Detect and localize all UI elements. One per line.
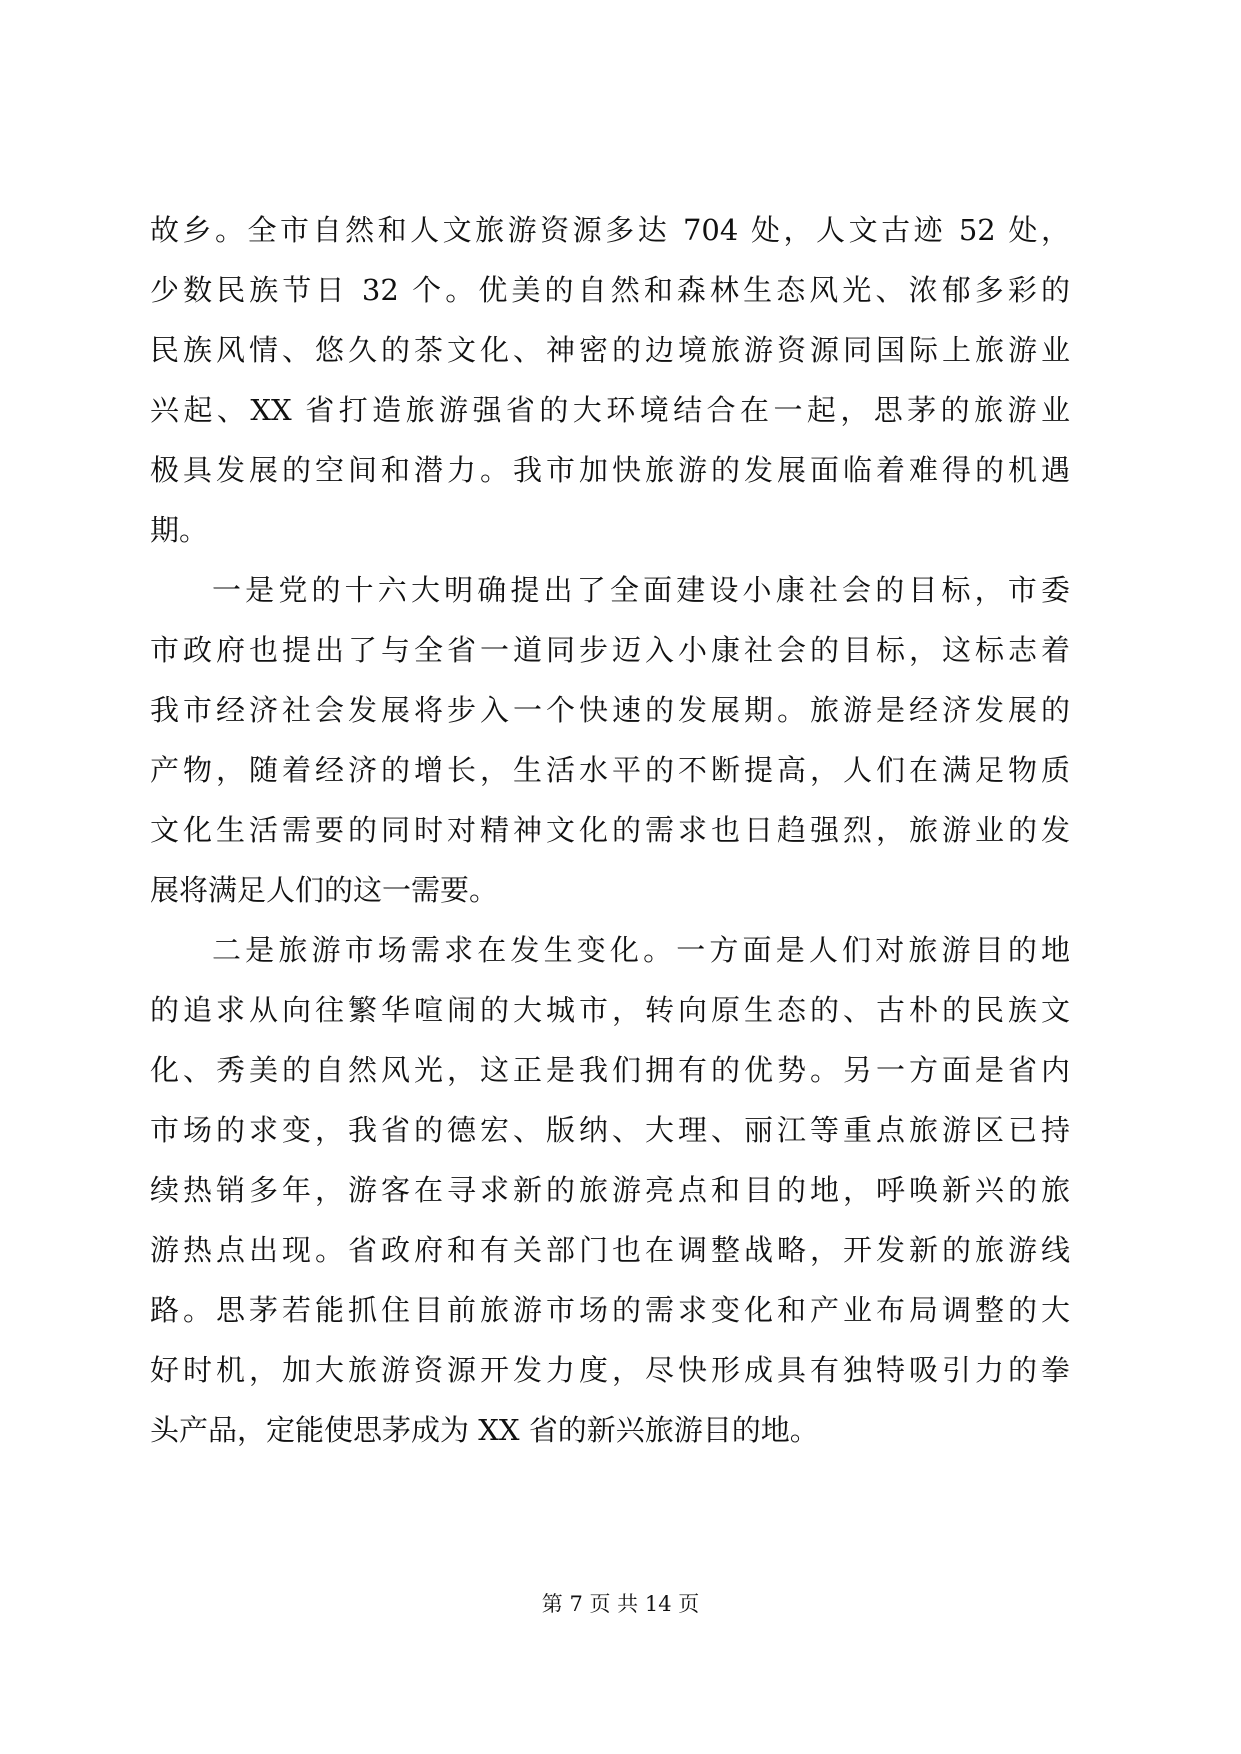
paragraph-1-line-4: 兴起、XX 省打造旅游强省的大环境结合在一起，思茅的旅游业 [150,393,1070,427]
paragraph-2-line-5: 文化生活需要的同时对精神文化的需求也日趋强烈，旅游业的发 [150,813,1070,847]
paragraph-1-line-5: 极具发展的空间和潜力。我市加快旅游的发展面临着难得的机遇 [150,453,1070,487]
paragraph-3-line-8: 好时机，加大旅游资源开发力度，尽快形成具有独特吸引力的拳 [150,1353,1070,1387]
paragraph-1-line-3: 民族风情、悠久的茶文化、神密的边境旅游资源同国际上旅游业 [150,333,1070,367]
page-number-footer: 第 7 页 共 14 页 [541,1592,700,1616]
paragraph-3-line-2: 的追求从向往繁华喧闹的大城市，转向原生态的、古朴的民族文 [150,993,1070,1027]
paragraph-3-line-1: 二是旅游市场需求在发生变化。一方面是人们对旅游目的地 [212,933,1070,967]
paragraph-3-line-6: 游热点出现。省政府和有关部门也在调整战略，开发新的旅游线 [150,1233,1070,1267]
paragraph-3-line-3: 化、秀美的自然风光，这正是我们拥有的优势。另一方面是省内 [150,1053,1070,1087]
paragraph-2-line-1: 一是党的十六大明确提出了全面建设小康社会的目标，市委 [212,573,1070,607]
paragraph-1-line-2: 少数民族节日 32 个。优美的自然和森林生态风光、浓郁多彩的 [150,273,1070,307]
paragraph-3-line-9: 头产品，定能使思茅成为 XX 省的新兴旅游目的地。 [150,1413,819,1447]
paragraph-2-line-4: 产物，随着经济的增长，生活水平的不断提高，人们在满足物质 [150,753,1070,787]
paragraph-3-line-5: 续热销多年，游客在寻求新的旅游亮点和目的地，呼唤新兴的旅 [150,1173,1070,1207]
paragraph-2-line-6: 展将满足人们的这一需要。 [150,873,499,907]
paragraph-1-line-6: 期。 [150,513,209,547]
paragraph-3-line-7: 路。思茅若能抓住目前旅游市场的需求变化和产业布局调整的大 [150,1293,1070,1327]
paragraph-2-line-3: 我市经济社会发展将步入一个快速的发展期。旅游是经济发展的 [150,693,1070,727]
paragraph-1-line-1: 故乡。全市自然和人文旅游资源多达 704 处，人文古迹 52 处， [150,213,1070,247]
paragraph-3-line-4: 市场的求变，我省的德宏、版纳、大理、丽江等重点旅游区已持 [150,1113,1070,1147]
paragraph-2-line-2: 市政府也提出了与全省一道同步迈入小康社会的目标，这标志着 [150,633,1070,667]
